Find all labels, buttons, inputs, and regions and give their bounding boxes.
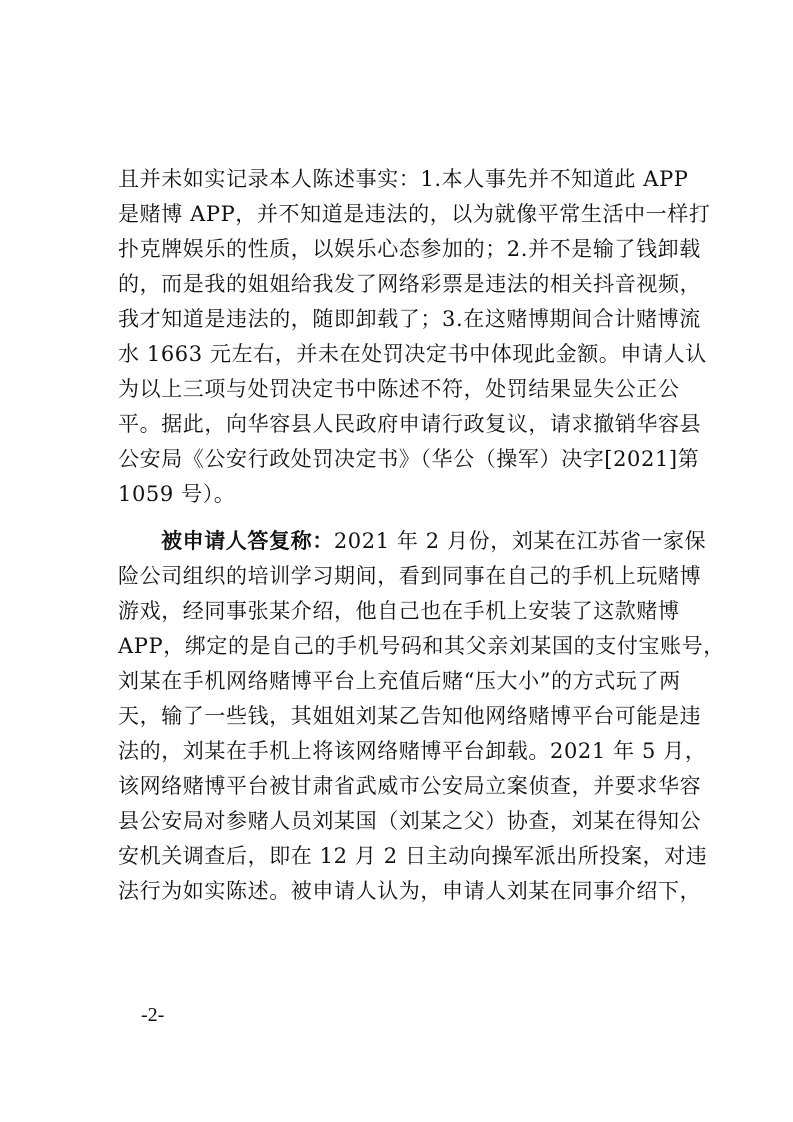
respondent-reply-heading: 被申请人答复称： <box>161 528 334 553</box>
body-text-line: 法行为如实陈述。被申请人认为，申请人刘某在同事介绍下， <box>118 879 702 903</box>
body-text-line: 该网络赌博平台被甘肃省武威市公安局立案侦查，并要求华容 <box>118 774 702 798</box>
body-text-line: 我才知道是违法的，随即卸载了；3.在这赌博期间合计赌博流 <box>118 307 701 331</box>
body-text-line: 县公安局对参赌人员刘某国（刘某之父）协查，刘某在得知公 <box>118 809 702 833</box>
body-text-line: 法的，刘某在手机上将该网络赌博平台卸载。2021 年 5 月， <box>118 739 707 763</box>
body-text-line: 的，而是我的姐姐给我发了网络彩票是违法的相关抖音视频， <box>118 272 702 296</box>
body-text-line: 平。据此，向华容县人民政府申请行政复议，请求撤销华容县 <box>118 412 702 436</box>
paragraph-lead-line <box>161 524 707 558</box>
body-text-line: 为以上三项与处罚决定书中陈述不符，处罚结果显失公正公 <box>118 377 680 401</box>
body-text-line: 水 1663 元左右，并未在处罚决定书中体现此金额。申请人认 <box>118 342 707 366</box>
body-text-line: 且并未如实记录本人陈述事实：1.本人事先并不知道此 APP <box>118 167 689 191</box>
body-text-line: 险公司组织的培训学习期间，看到同事在自己的手机上玩赌博 <box>118 564 702 588</box>
body-text-line: 安机关调查后，即在 12 月 2 日主动向操军派出所投案，对违 <box>118 844 708 868</box>
body-text-line: 1059 号）。 <box>118 482 236 506</box>
body-text-line: 天，输了一些钱，其姐姐刘某乙告知他网络赌博平台可能是违 <box>118 704 702 728</box>
body-text-line: APP，绑定的是自己的手机号码和其父亲刘某国的支付宝账号， <box>118 634 725 658</box>
body-text: 2021 年 2 月份，刘某在江苏省一家保 <box>333 529 707 553</box>
body-text-line: 是赌博 APP，并不知道是违法的，以为就像平常生活中一样打 <box>118 202 711 226</box>
body-text-line: 游戏，经同事张某介绍，他自己也在手机上安装了这款赌博 <box>118 599 680 623</box>
page-number: -2- <box>141 1004 165 1026</box>
body-text-line: 刘某在手机网络赌博平台上充值后赌“压大小”的方式玩了两 <box>118 669 681 693</box>
body-text-line: 公安局《公安行政处罚决定书》（华公（操军）决字[2021]第 <box>118 447 700 471</box>
body-text-line: 扑克牌娱乐的性质，以娱乐心态参加的；2.并不是输了钱卸载 <box>118 237 701 261</box>
